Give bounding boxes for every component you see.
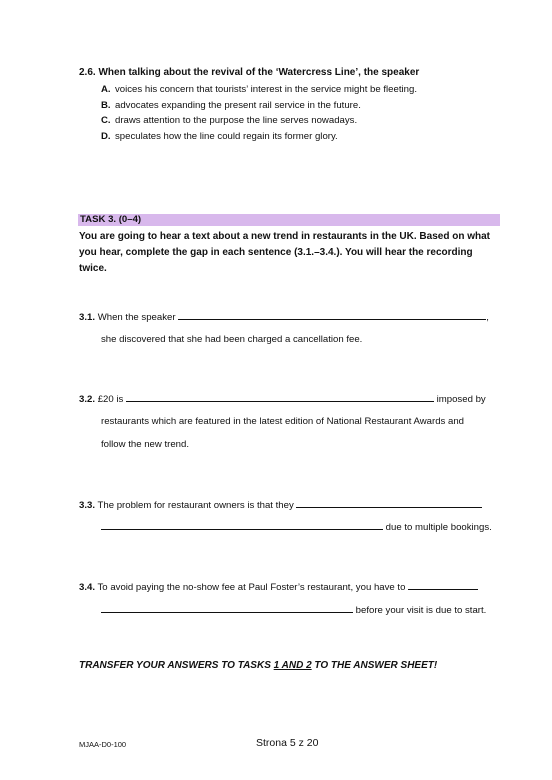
- item-text: ,: [486, 312, 489, 323]
- item-text: before your visit is due to start.: [355, 605, 487, 616]
- answer-blank[interactable]: [408, 580, 478, 590]
- item-3-4-line2: [101, 603, 486, 616]
- option-text: draws attention to the purpose the line serves nowadays.: [115, 115, 358, 126]
- item-number: 3.2.: [79, 394, 96, 405]
- answer-blank[interactable]: [126, 392, 434, 402]
- item-3-1-line2: she discovered that she had been charged a cancellation fee.: [101, 334, 363, 345]
- item-3-2-line3: follow the new trend.: [101, 439, 189, 450]
- option-letter: A.: [101, 84, 111, 95]
- question-2-6-title: 2.6. When talking about the revival of the ‘Watercress Line’, the speaker: [79, 67, 420, 78]
- footer-code: MJAA-D0-100: [79, 740, 127, 749]
- task-3-instructions: You are going to hear a text about a new trend in restaurants in the UK. Based on what you hear, complete the gap in each sentence (3.1.–3.4.). You will hear the recording twice.: [79, 231, 490, 274]
- option-d: [101, 131, 338, 142]
- option-text: advocates expanding the present rail service in the future.: [115, 100, 361, 111]
- item-3-1-line1: [79, 310, 489, 323]
- item-3-2-line1: [79, 392, 486, 405]
- option-b: [101, 100, 361, 111]
- item-text: £20 is: [97, 394, 124, 405]
- option-letter: D.: [101, 131, 111, 142]
- option-letter: B.: [101, 100, 111, 111]
- item-3-3-line2: [101, 520, 492, 533]
- answer-blank[interactable]: [178, 310, 486, 320]
- option-letter: C.: [101, 115, 111, 126]
- transfer-underlined: 1 AND 2: [273, 660, 312, 671]
- item-text: To avoid paying the no-show fee at Paul Foster’s restaurant, you have to: [97, 582, 406, 593]
- option-text: voices his concern that tourists’ interest in the service might be fleeting.: [115, 84, 417, 95]
- answer-blank[interactable]: [296, 498, 482, 508]
- page-number: Strona 5 z 20: [256, 737, 319, 749]
- answer-blank[interactable]: [101, 520, 383, 530]
- item-text: imposed by: [436, 394, 486, 405]
- transfer-notice: [79, 660, 437, 671]
- item-3-2-line2: restaurants which are featured in the latest edition of National Restaurant Awards and: [101, 416, 465, 427]
- item-3-4-line1: [79, 580, 478, 593]
- transfer-text: TRANSFER YOUR ANSWERS TO TASKS: [79, 660, 274, 671]
- item-text: due to multiple bookings.: [385, 522, 492, 533]
- item-number: 3.1.: [79, 312, 96, 323]
- transfer-text: TO THE ANSWER SHEET!: [311, 660, 438, 671]
- option-a: [101, 84, 417, 95]
- item-text: When the speaker: [97, 312, 176, 323]
- option-c: [101, 115, 357, 126]
- task-3-label: TASK 3. (0–4): [80, 214, 142, 225]
- task-header-bar: [78, 214, 500, 226]
- item-text: The problem for restaurant owners is that they: [97, 500, 294, 511]
- item-number: 3.3.: [79, 500, 96, 511]
- item-number: 3.4.: [79, 582, 96, 593]
- option-text: speculates how the line could regain its former glory.: [115, 131, 338, 142]
- item-3-3-line1: [79, 498, 482, 511]
- answer-blank[interactable]: [101, 603, 353, 613]
